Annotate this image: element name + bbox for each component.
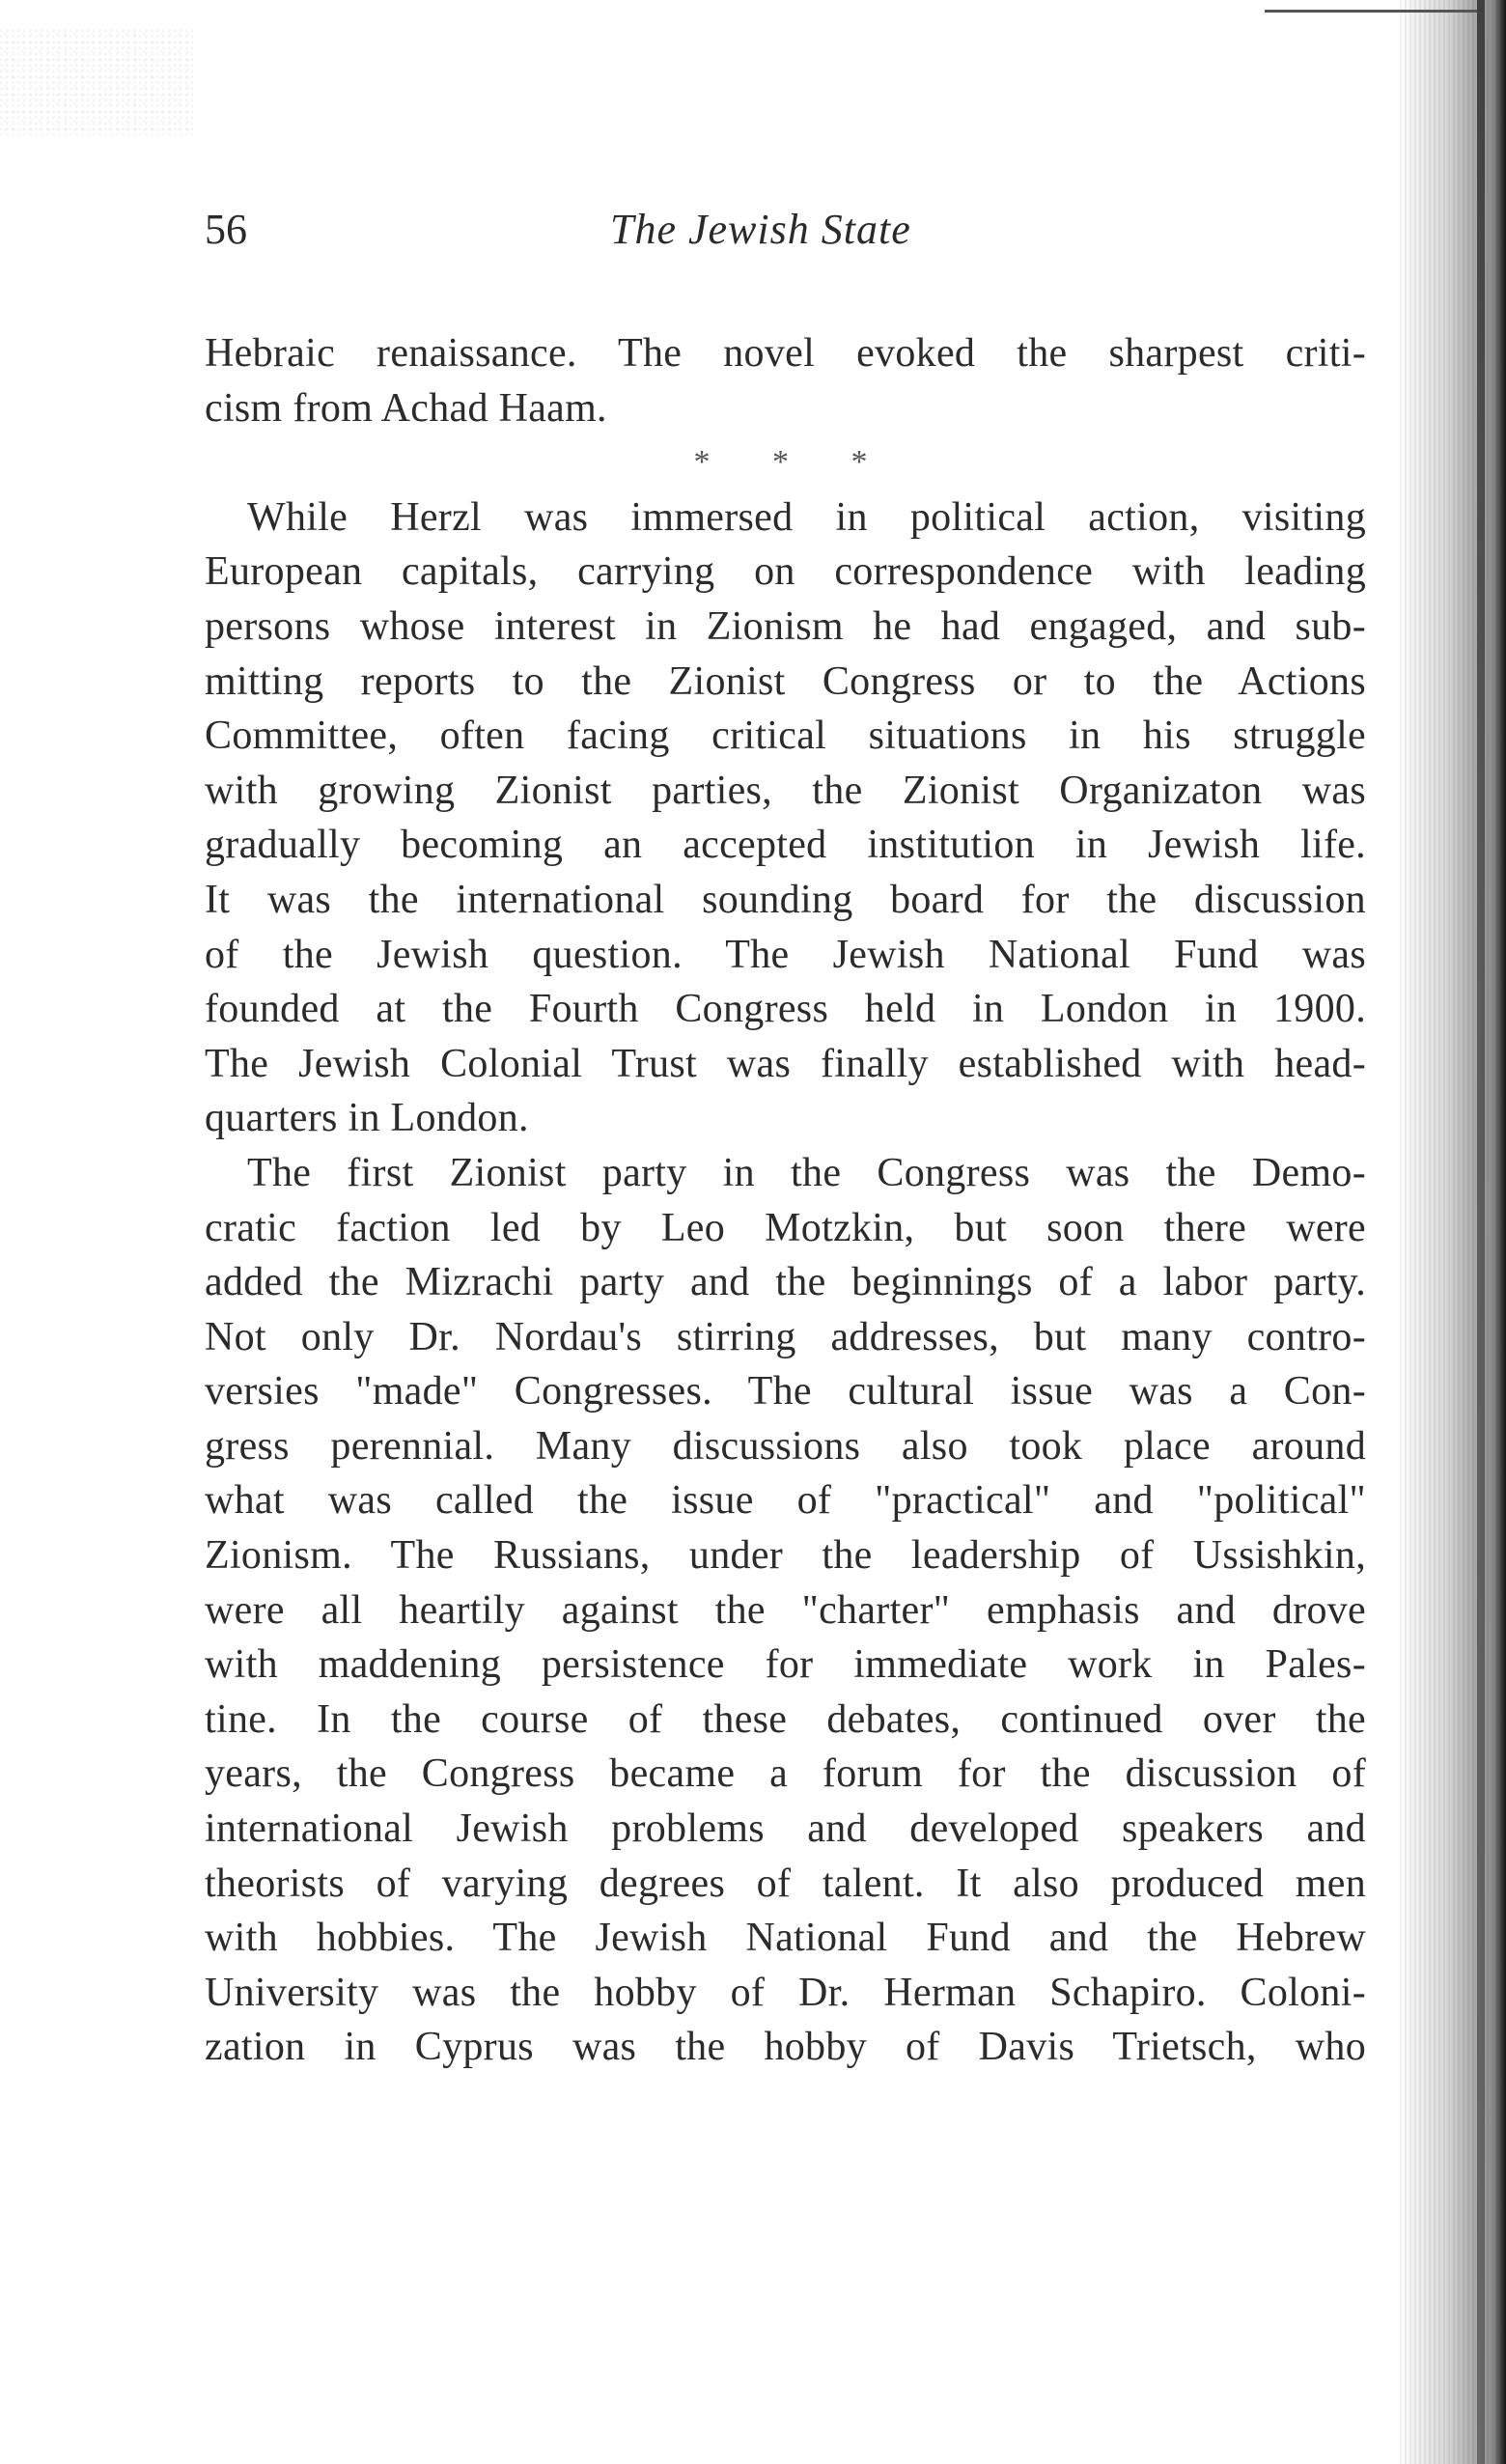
running-title: The Jewish State <box>610 206 911 253</box>
text-line: Hebraic renaissance. The novel evoked the sharpest criti- <box>205 331 1366 376</box>
body-text <box>205 326 1366 2075</box>
text-line: theorists of varying degrees of talent. It also produced men <box>205 1861 1366 1906</box>
text-line: quarters in London. <box>205 1096 529 1141</box>
top-edge-rule <box>1265 10 1477 13</box>
text-line: Zionism. The Russians, under the leadership of Ussishkin, <box>205 1533 1366 1579</box>
paragraph-first-line: The first Zionist party in the Congress was the Demo- <box>247 1150 1366 1195</box>
text-line: zation in Cyprus was the hobby of Davis Trietsch, who <box>205 2025 1366 2070</box>
text-line: tine. In the course of these debates, continued over the <box>205 1696 1366 1742</box>
text-line: of the Jewish question. The Jewish National Fund was <box>205 932 1366 977</box>
binding-shadow-line <box>1477 0 1485 2464</box>
section-separator: * * * <box>693 444 895 481</box>
paragraph-first-line: While Herzl was immersed in political action, visiting <box>247 494 1366 540</box>
text-line: with hobbies. The Jewish National Fund and the Hebrew <box>205 1916 1366 1961</box>
text-line: European capitals, carrying on correspondence with leading <box>205 549 1366 595</box>
text-line: University was the hobby of Dr. Herman Schapiro. Coloni- <box>205 1970 1366 2015</box>
text-line: with growing Zionist parties, the Zionist Organizaton was <box>205 768 1366 813</box>
text-line: cism from Achad Haam. <box>205 385 607 431</box>
page-header <box>205 205 1363 272</box>
text-line: gradually becoming an accepted institution in Jewish life. <box>205 823 1366 868</box>
text-line: international Jewish problems and developed speakers and <box>205 1806 1366 1852</box>
text-line: Committee, often facing critical situations in his struggle <box>205 714 1366 759</box>
text-line: added the Mizrachi party and the beginnings of a labor party. <box>205 1260 1366 1305</box>
book-binding-edge <box>1400 0 1506 2464</box>
text-line: versies "made" Congresses. The cultural issue was a Con- <box>205 1369 1366 1414</box>
text-line: cratic faction led by Leo Motzkin, but soon there were <box>205 1205 1366 1250</box>
text-line: mitting reports to the Zionist Congress or to the Actions <box>205 658 1366 704</box>
text-line: what was called the issue of "practical" and "political" <box>205 1478 1366 1524</box>
text-line: It was the international sounding board for the discussion <box>205 877 1366 922</box>
text-line: gress perennial. Many discussions also took place around <box>205 1423 1366 1469</box>
text-line: Not only Dr. Nordau's stirring addresses, but many contro- <box>205 1314 1366 1359</box>
text-line: The Jewish Colonial Trust was finally established with head- <box>205 1041 1366 1086</box>
text-line: were all heartily against the "charter" emphasis and drove <box>205 1587 1366 1633</box>
page-number: 56 <box>205 206 247 253</box>
text-line: years, the Congress became a forum for the discussion of <box>205 1751 1366 1797</box>
text-line: with maddening persistence for immediate work in Pales- <box>205 1642 1366 1688</box>
paper-speckle <box>0 29 193 135</box>
text-line: founded at the Fourth Congress held in London in 1900. <box>205 987 1366 1032</box>
text-line: persons whose interest in Zionism he had engaged, and sub- <box>205 603 1366 649</box>
